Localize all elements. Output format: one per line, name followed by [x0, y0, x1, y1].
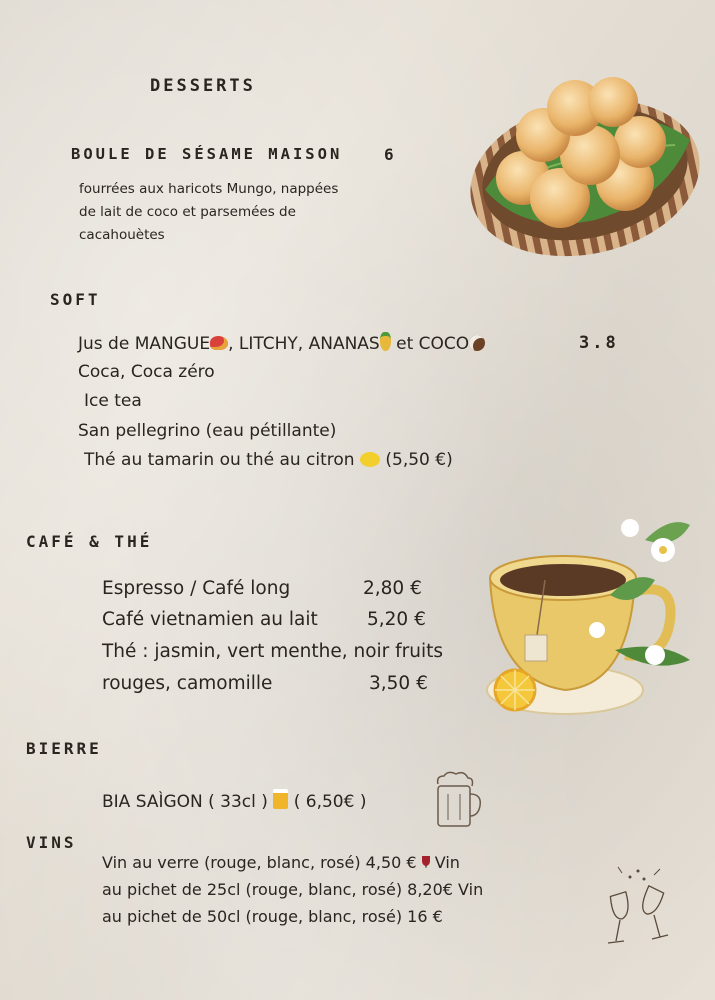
cafe-price-espresso: 2,80 € — [363, 578, 422, 599]
soft-the-text: Thé au tamarin ou thé au citron — [84, 450, 360, 470]
vins-heading: VINS — [26, 833, 77, 852]
wine-glass-icon — [422, 856, 430, 866]
sesame-balls-basket — [465, 70, 705, 260]
coconut-icon — [469, 335, 485, 351]
soft-line-pellegrino: San pellegrino (eau pétillante) — [78, 421, 337, 441]
soft-the-price: (5,50 €) — [379, 450, 453, 470]
soft-juice-text-3: et COCO — [390, 334, 470, 354]
vins-line-1 — [102, 853, 460, 872]
vins-verre-tail: Vin — [429, 853, 460, 872]
dessert-item-price: 6 — [384, 145, 397, 164]
desserts-heading: DESSERTS — [150, 76, 256, 96]
pineapple-icon — [380, 332, 391, 351]
soft-line-the — [84, 450, 453, 470]
soft-price: 3.8 — [579, 333, 619, 353]
cafe-line-rouges: rouges, camomille — [102, 673, 273, 694]
vins-verre: Vin au verre (rouge, blanc, rosé) 4,50 € — [102, 853, 422, 872]
soft-juice-text: Jus de MANGUE — [78, 334, 211, 354]
bierre-price: ( 6,50€ ) — [288, 792, 367, 812]
dessert-desc-line: cacahouètes — [79, 227, 165, 243]
tea-cup-illustration — [485, 500, 710, 730]
cafe-heading: CAFÉ & THÉ — [26, 532, 153, 551]
cafe-price-vietnamien: 5,20 € — [367, 609, 426, 630]
cafe-line-espresso: Espresso / Café long — [102, 578, 291, 599]
bierre-name: BIA SAÌGON ( 33cl ) — [102, 792, 274, 812]
dessert-desc-line: de lait de coco et parsemées de — [79, 204, 296, 220]
dessert-item-name: BOULE DE SÉSAME MAISON — [71, 145, 343, 163]
wine-cheers-sketch — [598, 865, 688, 950]
vins-line-2: au pichet de 25cl (rouge, blanc, rosé) 8,20€ Vin — [102, 880, 484, 899]
cafe-price-the: 3,50 € — [369, 673, 428, 694]
soft-line-coca: Coca, Coca zéro — [78, 362, 215, 382]
cafe-line-vietnamien: Café vietnamien au lait — [102, 609, 318, 630]
beer-mug-sketch — [430, 770, 485, 830]
soft-line-icetea: Ice tea — [84, 391, 142, 411]
bierre-line — [102, 789, 366, 812]
mango-icon — [210, 336, 228, 350]
beer-icon — [273, 789, 288, 809]
dessert-description — [79, 178, 338, 247]
soft-heading: SOFT — [50, 290, 101, 309]
soft-juice-text-2: , LITCHY, ANANAS — [228, 334, 380, 354]
cafe-line-the: Thé : jasmin, vert menthe, noir fruits — [102, 641, 444, 662]
dessert-desc-line: fourrées aux haricots Mungo, nappées — [79, 181, 339, 197]
vins-line-3: au pichet de 50cl (rouge, blanc, rosé) 16 € — [102, 907, 443, 926]
bierre-heading: BIERRE — [26, 739, 102, 758]
lemon-icon — [360, 452, 380, 467]
soft-line-juices — [78, 332, 485, 354]
